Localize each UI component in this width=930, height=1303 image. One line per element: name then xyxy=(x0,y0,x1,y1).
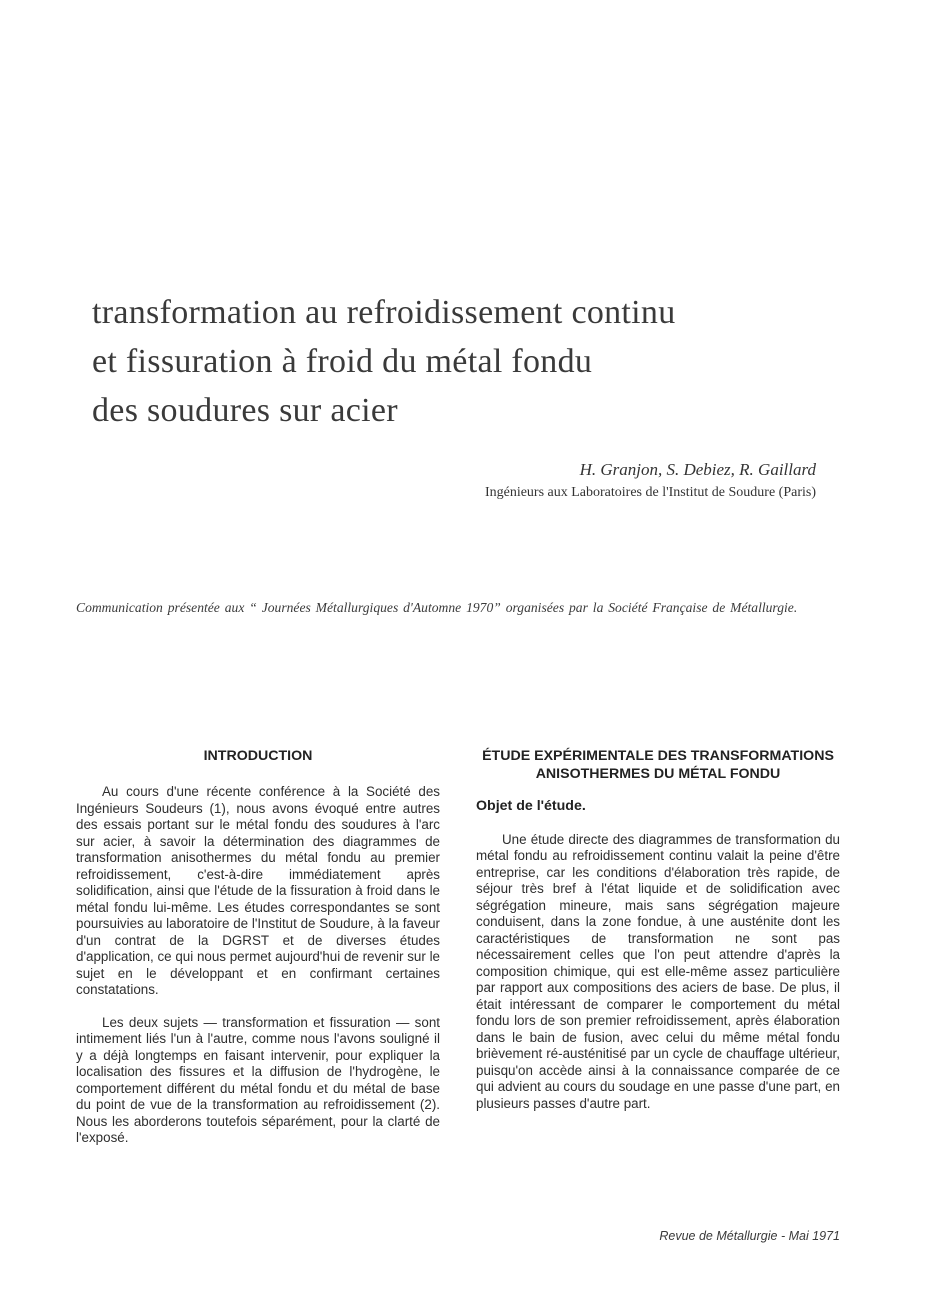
title-line-1: transformation au refroidissement continu xyxy=(92,294,676,331)
introduction-paragraph-2: Les deux sujets — transformation et fissuration — sont intimement liés l'un à l'autre, comme nous l'avons souligné il y a déjà longtemps en faisant intervenir, pour expliquer la localisation des fissures et la diffusion de l'hydrogène, le comportement différent du métal fondu et du métal de base du point de vue de la transformation au refroidissement (2). Nous les aborderons toutefois séparément, pour la clarté de l'exposé. xyxy=(76,1014,440,1145)
etude-heading: ÉTUDE EXPÉRIMENTALE DES TRANSFORMATIONS ANISOTHERMES DU MÉTAL FONDU xyxy=(482,748,834,782)
communication-note: Communication présentée aux “ Journées Métallurgiques d'Automne 1970” organisées par la Société Française de Métallurgie. xyxy=(76,600,798,615)
affiliation: Ingénieurs aux Laboratoires de l'Institut de Soudure (Paris) xyxy=(484,485,816,500)
introduction-heading: INTRODUCTION xyxy=(203,748,313,764)
objet-subheading: Objet de l'étude. xyxy=(476,798,586,814)
article-title xyxy=(92,288,852,435)
authors: H. Granjon, S. Debiez, R. Gaillard xyxy=(579,460,816,479)
right-column xyxy=(476,747,840,1128)
journal-footer: Revue de Métallurgie - Mai 1971 xyxy=(659,1229,840,1243)
etude-paragraph-1: Une étude directe des diagrammes de transformation du métal fondu au refroidissement continu valait la peine d'être entreprise, car les conditions d'élaboration très rapide, de séjour très bref à l'état liquide et de solidification avec ségrégation mineure, mais sans ségrégation majeure conduisent, dans la zone fondue, à une austénite dont les caractéristiques de transformation ne sont pas nécessairement celles que l'on peut attendre d'après la composition chimique, qui est elle-même assez particulière par rapport aux compositions des aciers de base. De plus, il était intéressant de comparer le comportement du métal fondu lors de son premier refroidissement, après élaboration dans le bain de fusion, avec celui du même métal fondu brièvement ré-austénitisé par un cycle de chauffage ultérieur, puisqu'on accède ainsi à la connaissance comparée de ce qui advient au cours du soudage en une passe d'une part, en plusieurs passes d'autre part. xyxy=(476,831,840,1111)
title-line-2: et fissuration à froid du métal fondu xyxy=(92,343,593,380)
introduction-paragraph-1: Au cours d'une récente conférence à la Société des Ingénieurs Soudeurs (1), nous avons évoqué entre autres des essais portant sur le métal fondu des soudures à l'arc sur acier, à savoir la détermination des diagrammes de transformation anisothermes du métal fondu au premier refroidissement, c'est-à-dire immédiatement après solidification, ainsi que l'étude de la fissuration à froid dans le métal fondu lui-même. Les études correspondantes se sont poursuivies au laboratoire de l'Institut de Soudure, à la faveur d'un contrat de la DGRST et de diverses études d'application, ce qui nous permet aujourd'hui de revenir sur le sujet en le développant et en confirmant certaines constatations. xyxy=(76,784,440,997)
title-line-3: des soudures sur acier xyxy=(92,392,398,429)
left-column xyxy=(76,747,440,1163)
